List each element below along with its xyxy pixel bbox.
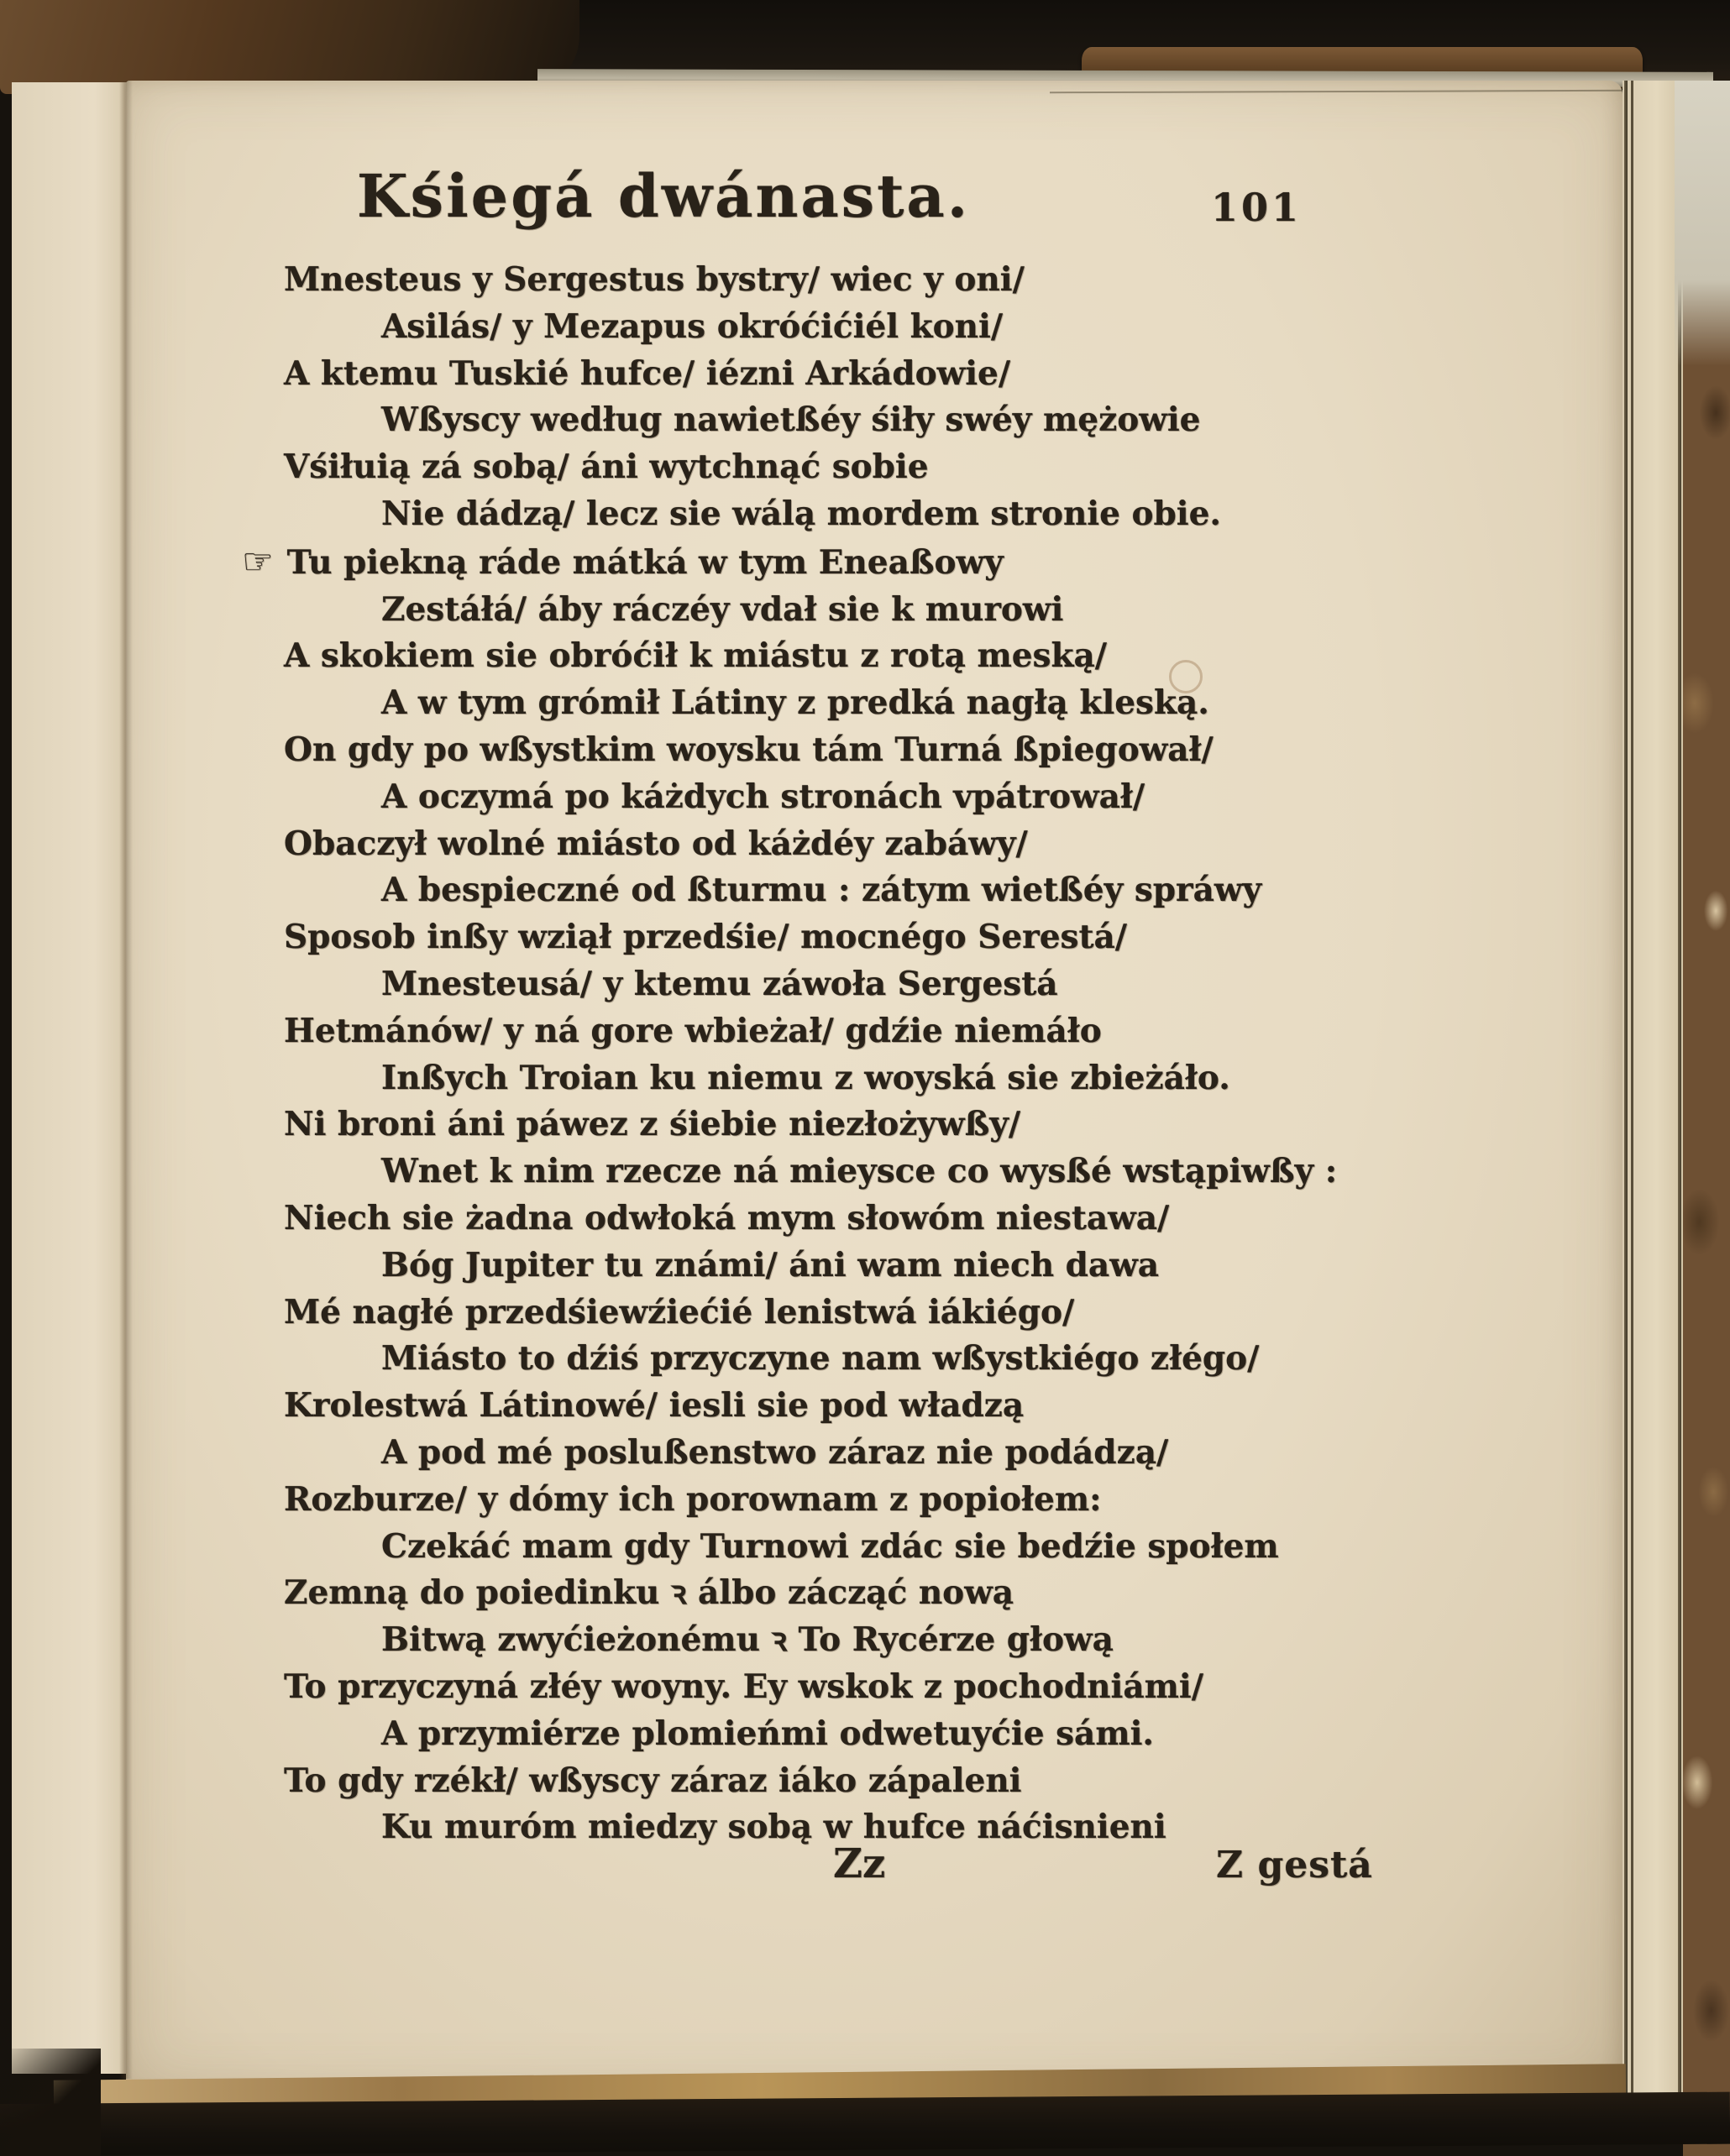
verse-line-text: Niech sie żadna odwłoká mym słowóm niestawa/ xyxy=(284,1198,1170,1238)
board-top-edge xyxy=(1675,81,1730,366)
verse-line xyxy=(284,1055,1342,1102)
verse-line xyxy=(284,1664,1342,1711)
verse-line xyxy=(284,257,1342,304)
verse-line xyxy=(284,821,1342,868)
verse-line xyxy=(284,444,1342,491)
verse-line-text: Wnet k nim rzecze ná mieysce co wysßé wstąpiwßy : xyxy=(381,1152,1338,1191)
verse-line xyxy=(284,680,1342,727)
manicule-icon: ☞ xyxy=(242,540,274,582)
verse-line-text: Inßych Troian ku niemu z woyská sie zbieżáło. xyxy=(381,1058,1230,1097)
verse-line-text: Krolestwá Látinowé/ iesli sie pod władzą xyxy=(284,1386,1025,1426)
verse-line-text: To przyczyná złéy woyny. Ey wskok z pochodniámi/ xyxy=(284,1667,1203,1706)
verse-line xyxy=(284,1804,1342,1851)
verse-line-text: A ktemu Tuskié hufce/ iézni Arkádowie/ xyxy=(284,353,1011,393)
verse-line xyxy=(284,1570,1342,1617)
verse-line xyxy=(284,961,1342,1008)
verse-line xyxy=(284,1617,1342,1664)
verse-line xyxy=(284,1102,1342,1149)
verse-line-text: A pod mé poslußenstwo záraz nie podádzą/ xyxy=(381,1432,1169,1472)
page-number: 101 xyxy=(1211,185,1303,230)
verse-line xyxy=(284,867,1342,914)
verse-line xyxy=(284,1524,1342,1571)
marbled-board xyxy=(1683,81,1730,2156)
verse-line-text: Bóg Jupiter tu známi/ áni wam niech dawa xyxy=(381,1245,1160,1285)
verse-line xyxy=(284,397,1342,444)
verse-line-text: A przymiérze plomieńmi odwetuyćie sámi. xyxy=(381,1714,1154,1753)
verse-line-text: Ku muróm miedzy sobą w hufce náćisnieni xyxy=(381,1808,1166,1847)
page-title: Kśiegá dwánasta. xyxy=(356,161,971,231)
verse-line-text: Tu piekną ráde mátká w tym Eneaßowy xyxy=(286,542,1004,582)
verse-line-text: Zemną do poiedinku ꝛ álbo zácząć nową xyxy=(284,1573,1014,1613)
verse-line xyxy=(284,1758,1342,1805)
verse-line xyxy=(284,727,1342,774)
verse-line-text: Mnesteusá/ y ktemu záwoła Sergestá xyxy=(381,964,1058,1003)
verse-line xyxy=(284,1336,1342,1383)
verse-line-text: Wßyscy według nawietßéy śiły swéy mężowie xyxy=(381,400,1201,440)
verse-line xyxy=(284,633,1342,680)
verse-line-text: Mnesteus y Sergestus bystry/ wiec y oni/ xyxy=(284,260,1025,299)
verse-line-text: Nie dádzą/ lecz sie wálą mordem stronie obie. xyxy=(381,494,1222,533)
verse-line xyxy=(284,1383,1342,1430)
book-binding-bottom xyxy=(0,2092,1730,2156)
verse-line xyxy=(284,304,1342,351)
verse-line xyxy=(284,1290,1342,1337)
verse-line xyxy=(284,914,1342,961)
signature-mark: Zz xyxy=(833,1840,886,1887)
verse-line xyxy=(284,1149,1342,1196)
verse-line-text: A oczymá po káżdych stronách vpátrował/ xyxy=(381,777,1145,816)
verse-line xyxy=(284,351,1342,398)
verse-line-text: Bitwą zwyćieżonému ꝛ To Rycérze głową xyxy=(381,1620,1114,1660)
verse-line-text: A bespieczné od ßturmu : zátym wietßéy spráwy xyxy=(381,871,1262,910)
page-edge-line xyxy=(1624,81,1628,2099)
verse-line-text: Hetmánów/ y ná gore wbieżał/ gdźie niemáło xyxy=(284,1011,1102,1050)
verse-line-text: Miásto to dźiś przyczyne nam wßystkiégo złégo/ xyxy=(381,1339,1260,1379)
verse-line-text: Czekáć mam gdy Turnowi zdác sie bedźie społem xyxy=(381,1526,1279,1566)
verse-line xyxy=(284,1008,1342,1055)
verse-line-text: Sposob inßy wziął przedśie/ mocnégo Serestá/ xyxy=(284,918,1128,957)
verse-line-text: On gdy po wßystkim woysku tám Turná ßpiegował/ xyxy=(284,730,1214,769)
verse-line xyxy=(284,587,1342,634)
underlying-page-edge xyxy=(12,82,129,2074)
verse-line-text: Zestáłá/ áby ráczéy vdał sie k murowi xyxy=(381,589,1064,629)
verse-line-text: Rozburze/ y dómy ich porownam z popiołem: xyxy=(284,1479,1102,1519)
verse-line-text: Obaczył wolné miásto od káżdéy zabáwy/ xyxy=(284,824,1028,863)
verse-line-text: A w tym grómił Látiny z predká nagłą kleską. xyxy=(381,683,1209,723)
verse-line xyxy=(284,774,1342,821)
verse-line-text: To gdy rzékł/ wßyscy záraz iáko zápaleni xyxy=(284,1761,1022,1800)
verse-line xyxy=(242,538,1342,587)
verse-line xyxy=(284,1243,1342,1290)
verse-line xyxy=(284,1196,1342,1243)
verse-line xyxy=(284,491,1342,538)
gutter-crease xyxy=(119,81,133,2079)
verse-line xyxy=(284,1477,1342,1524)
verse-line-text: Mé nagłé przedśiewźiećié lenistwá iákiégo/ xyxy=(284,1292,1075,1332)
verse-line xyxy=(284,1430,1342,1477)
verse-line xyxy=(284,1711,1342,1758)
catchword: Z gestá xyxy=(1216,1844,1373,1886)
verse-line-text: Ni broni áni páwez z śiebie niezłożywßy/ xyxy=(284,1105,1021,1144)
verse-line-text: Vśiłuią zá sobą/ áni wytchnąć sobie xyxy=(284,447,929,487)
verse-line-text: A skokiem sie obróćił k miástu z rotą meską/ xyxy=(284,636,1108,676)
verse-line-text: Asilás/ y Mezapus okróćićiél koni/ xyxy=(381,306,1004,346)
verse-lines xyxy=(242,257,1342,1851)
page-edge-line xyxy=(1631,81,1633,2099)
page-edge-line xyxy=(1678,81,1681,2099)
bottom-left-shadow xyxy=(0,2049,101,2156)
